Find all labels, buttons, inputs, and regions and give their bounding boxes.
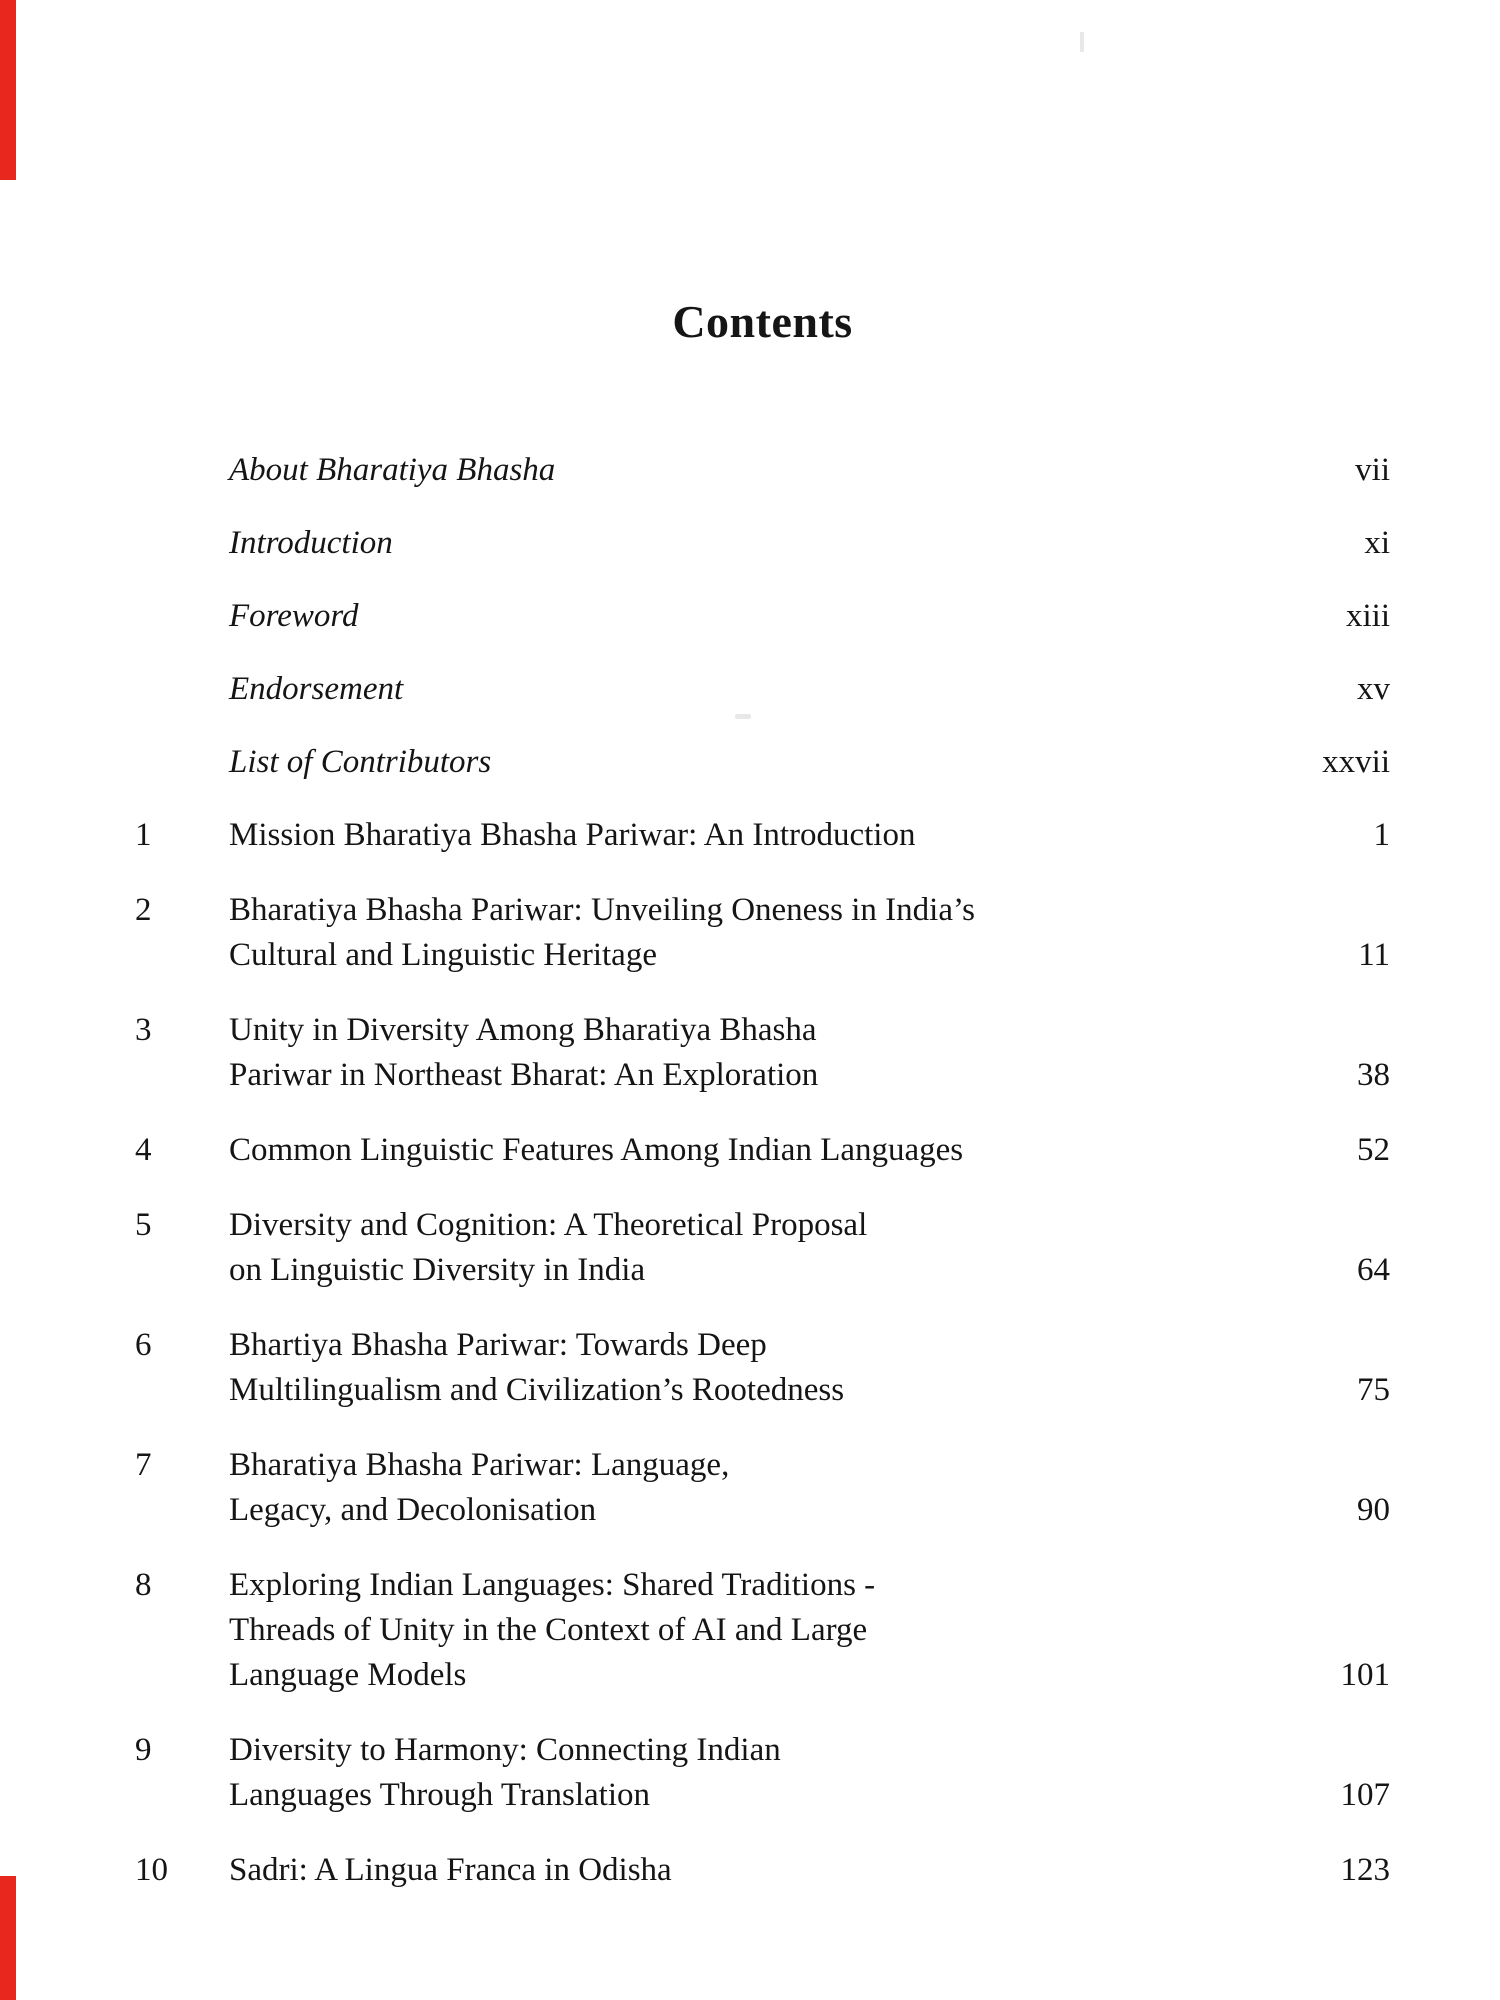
toc-front-matter-item — [135, 521, 1390, 566]
toc-chapter-item — [135, 1848, 1390, 1893]
toc-front-matter-item — [135, 448, 1390, 493]
chapter-title — [229, 1203, 1300, 1293]
chapter-title — [229, 1848, 1300, 1893]
toc-chapter-item — [135, 1323, 1390, 1413]
toc-chapter-item — [135, 813, 1390, 858]
page-number: vii — [1355, 452, 1390, 488]
table-of-contents-page — [135, 0, 1390, 1923]
front-matter-title: Endorsement — [229, 671, 404, 707]
chapter-title-line: Threads of Unity in the Context of AI and Large — [229, 1612, 868, 1648]
chapter-number: 1 — [135, 817, 152, 853]
page-title: Contents — [672, 296, 853, 347]
front-matter-title: List of Contributors — [229, 744, 492, 780]
chapter-title-line: Mission Bharatiya Bhasha Pariwar: An Introduction — [229, 817, 916, 853]
page-edge-red-bottom — [0, 1876, 16, 2000]
toc-chapter-item — [135, 888, 1390, 978]
chapter-title-line: Language Models — [229, 1657, 467, 1693]
page-number: xiii — [1345, 598, 1390, 634]
chapter-title-line: Bharatiya Bhasha Pariwar: Language, — [229, 1447, 730, 1483]
page-number: 123 — [1340, 1852, 1390, 1888]
chapter-title — [229, 1128, 1300, 1173]
toc-front-matter-item — [135, 740, 1390, 785]
toc-chapter-item — [135, 1728, 1390, 1818]
chapter-title-line: Bharatiya Bhasha Pariwar: Unveiling Oneness in India’s — [229, 892, 975, 928]
page-number: 1 — [1373, 817, 1390, 853]
chapter-number: 3 — [135, 1012, 152, 1048]
page-number: 64 — [1357, 1252, 1390, 1288]
toc-chapter-item — [135, 1563, 1390, 1698]
chapter-title-line: Diversity and Cognition: A Theoretical Proposal — [229, 1207, 868, 1243]
chapter-title — [229, 888, 1300, 978]
chapter-title — [229, 1008, 1300, 1098]
chapter-list — [135, 813, 1390, 1893]
chapter-title-line: Multilingualism and Civilization’s Rootedness — [229, 1372, 845, 1408]
page-number: 101 — [1340, 1657, 1390, 1693]
chapter-title-line: Languages Through Translation — [229, 1777, 651, 1813]
page-number: 107 — [1340, 1777, 1390, 1813]
chapter-title-line: Pariwar in Northeast Bharat: An Exploration — [229, 1057, 819, 1093]
chapter-title — [229, 813, 1300, 858]
chapter-number: 10 — [135, 1852, 168, 1888]
toc-chapter-item — [135, 1008, 1390, 1098]
page-number: 38 — [1357, 1057, 1390, 1093]
chapter-title-line: Cultural and Linguistic Heritage — [229, 937, 657, 973]
chapter-title-line: Common Linguistic Features Among Indian Languages — [229, 1132, 964, 1168]
chapter-title — [229, 1563, 1300, 1698]
chapter-number: 4 — [135, 1132, 152, 1168]
chapter-title-line: Exploring Indian Languages: Shared Traditions - — [229, 1567, 876, 1603]
toc-chapter-item — [135, 1443, 1390, 1533]
front-matter-title: About Bharatiya Bhasha — [229, 452, 556, 488]
chapter-title-line: Legacy, and Decolonisation — [229, 1492, 597, 1528]
chapter-title-line: Sadri: A Lingua Franca in Odisha — [229, 1852, 672, 1888]
chapter-title-line: Bhartiya Bhasha Pariwar: Towards Deep — [229, 1327, 767, 1363]
chapter-title — [229, 1323, 1300, 1413]
page-number: 52 — [1357, 1132, 1390, 1168]
chapter-number: 2 — [135, 892, 152, 928]
chapter-number: 5 — [135, 1207, 152, 1243]
front-matter-title: Introduction — [229, 525, 393, 561]
chapter-number: 9 — [135, 1732, 152, 1768]
chapter-title-line: on Linguistic Diversity in India — [229, 1252, 646, 1288]
chapter-title — [229, 1443, 1300, 1533]
chapter-title-line: Unity in Diversity Among Bharatiya Bhasha — [229, 1012, 817, 1048]
toc-chapter-item — [135, 1128, 1390, 1173]
page-edge-red-top — [0, 0, 16, 180]
chapter-number: 8 — [135, 1567, 152, 1603]
toc-chapter-item — [135, 1203, 1390, 1293]
page-number: xi — [1364, 525, 1390, 561]
chapter-title — [229, 1728, 1300, 1818]
front-matter-title: Foreword — [229, 598, 359, 634]
page-number: xxvii — [1322, 744, 1390, 780]
page-number: 90 — [1357, 1492, 1390, 1528]
front-matter-list — [135, 448, 1390, 785]
chapter-number: 6 — [135, 1327, 152, 1363]
page-number: xv — [1357, 671, 1390, 707]
chapter-title-line: Diversity to Harmony: Connecting Indian — [229, 1732, 781, 1768]
page-number: 11 — [1358, 937, 1390, 973]
chapter-number: 7 — [135, 1447, 152, 1483]
toc-front-matter-item — [135, 667, 1390, 712]
toc-front-matter-item — [135, 594, 1390, 639]
page-number: 75 — [1357, 1372, 1390, 1408]
